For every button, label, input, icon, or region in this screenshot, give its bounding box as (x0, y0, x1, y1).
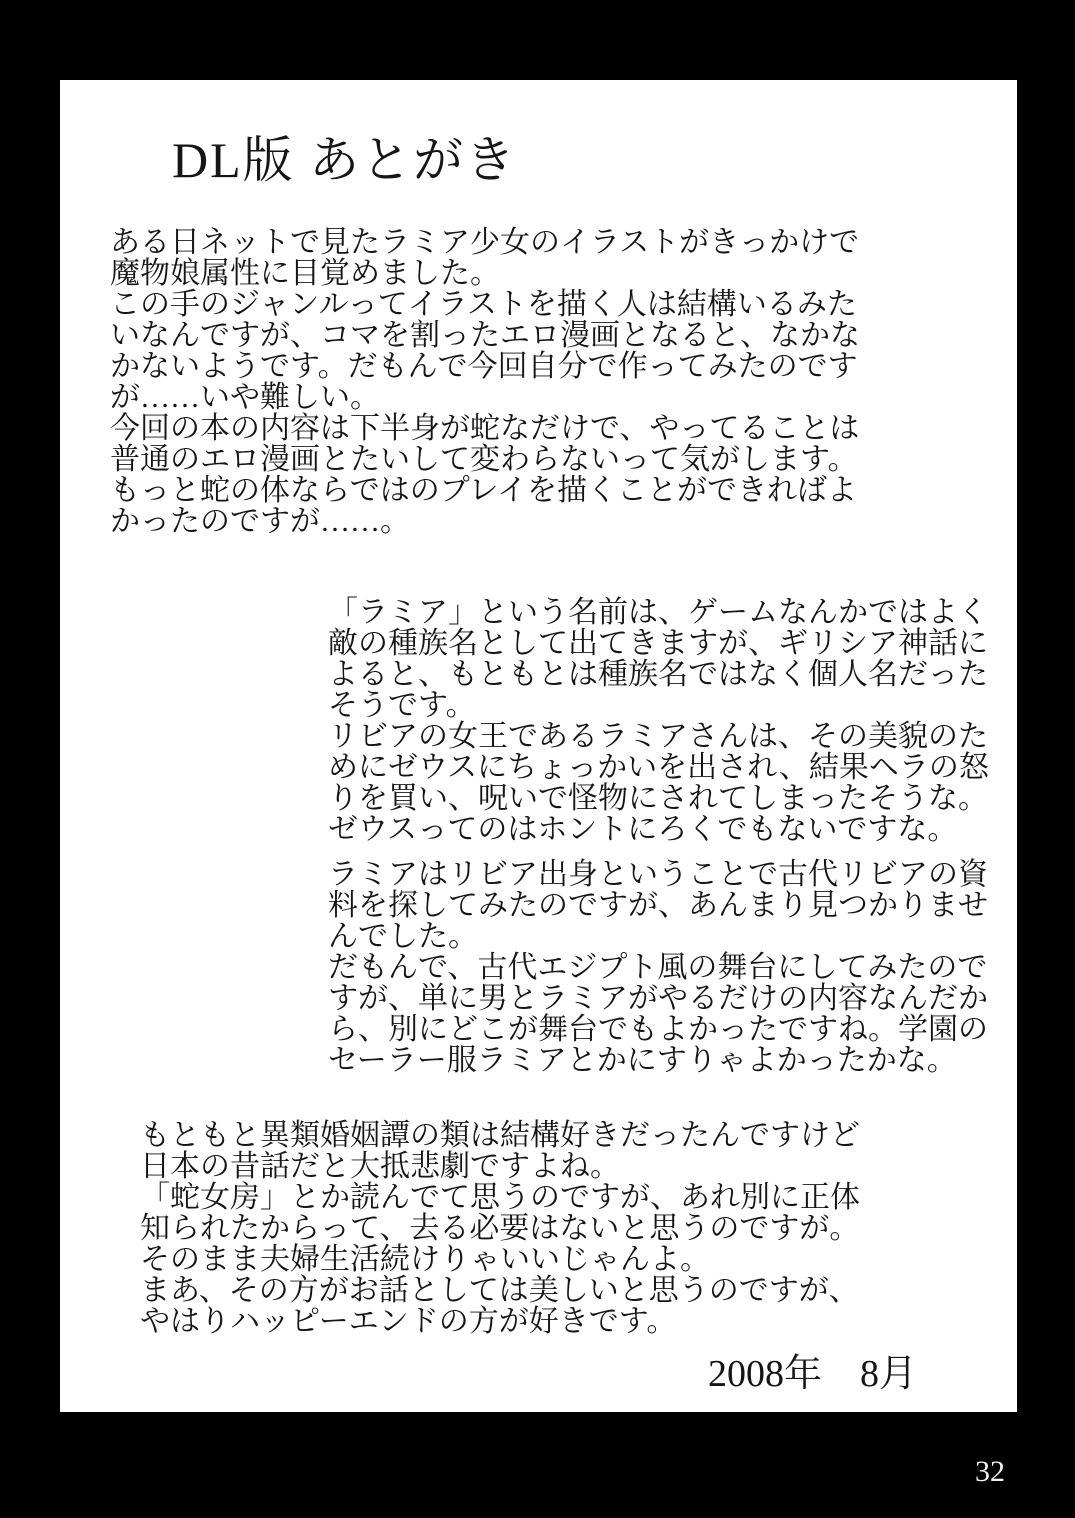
text-line: ラミアはリビア出身ということで古代リビアの資 (328, 858, 988, 891)
text-line: 料を探してみたのですが、あんまり見つかりませ (328, 889, 988, 922)
afterword-paragraph-3 (328, 859, 988, 1076)
text-line: が……いや難しい。 (110, 381, 380, 414)
text-line: かないようです。だもんで今回自分で作ってみたのです (110, 350, 858, 383)
afterword-paragraph-4 (140, 1120, 860, 1337)
text-line: いなんですが、コマを割ったエロ漫画となると、なかな (110, 319, 860, 352)
text-line: 普通のエロ漫画とたいして変わらないって気がします。 (110, 443, 858, 476)
afterword-paragraph-1 (110, 227, 860, 537)
text-line: かったのですが……。 (110, 505, 410, 538)
text-line: だもんで、古代エジプト風の舞台にしてみたので (328, 951, 988, 984)
text-line: この手のジャンルってイラストを描く人は結構いるみた (110, 288, 857, 321)
date-text: 2008年 8月 (708, 1353, 918, 1395)
afterword-paragraph-2 (328, 597, 989, 845)
text-line: ある日ネットで見たラミア少女のイラストがきっかけで (110, 226, 860, 259)
text-line: 敵の種族名として出てきますが、ギリシア神話に (328, 627, 988, 660)
page-title: DL版 あとがき (172, 132, 518, 188)
text-line: 「ラミア」という名前は、ゲームなんかではよく (328, 596, 988, 629)
text-line: よると、もともとは種族名ではなく個人名だった (328, 658, 988, 691)
text-line: んでした。 (328, 920, 478, 953)
text-line: 魔物娘属性に目覚めました。 (110, 257, 500, 290)
text-line: まあ、その方がお話としては美しいと思うのですが、 (140, 1274, 859, 1307)
text-line: 今回の本の内容は下半身が蛇なだけで、やってることは (110, 412, 860, 445)
text-line: 日本の昔話だと大抵悲劇ですよね。 (140, 1150, 620, 1183)
text-line: ゼウスってのはホントにろくでもないですな。 (328, 813, 958, 846)
text-line: そうです。 (328, 689, 476, 722)
page-number: 32 (975, 1455, 1005, 1488)
paper-sheet (60, 80, 1017, 1412)
text-line: りを買い、呪いで怪物にされてしまったそうな。 (328, 782, 988, 815)
text-line: セーラー服ラミアとかにすりゃよかったかな。 (328, 1044, 957, 1077)
text-line: そのまま夫婦生活続けりゃいいじゃんよ。 (140, 1243, 710, 1276)
text-line: めにゼウスにちょっかいを出され、結果ヘラの怒 (328, 751, 989, 784)
text-line: やはりハッピーエンドの方が好きです。 (140, 1305, 677, 1338)
text-line: リビアの女王であるラミアさんは、その美貌のた (328, 720, 988, 753)
text-line: 「蛇女房」とか読んでて思うのですが、あれ別に正体 (140, 1181, 860, 1214)
text-line: ら、別にどこが舞台でもよかったですね。学園の (328, 1013, 988, 1046)
text-line: 知られたからって、去る必要はないと思うのですが。 (140, 1212, 860, 1245)
text-line: すが、単に男とラミアがやるだけの内容なんだか (328, 982, 988, 1015)
text-line: もともと異類婚姻譚の類は結構好きだったんですけど (140, 1119, 860, 1152)
text-line: もっと蛇の体ならではのプレイを描くことができればよ (110, 474, 857, 507)
